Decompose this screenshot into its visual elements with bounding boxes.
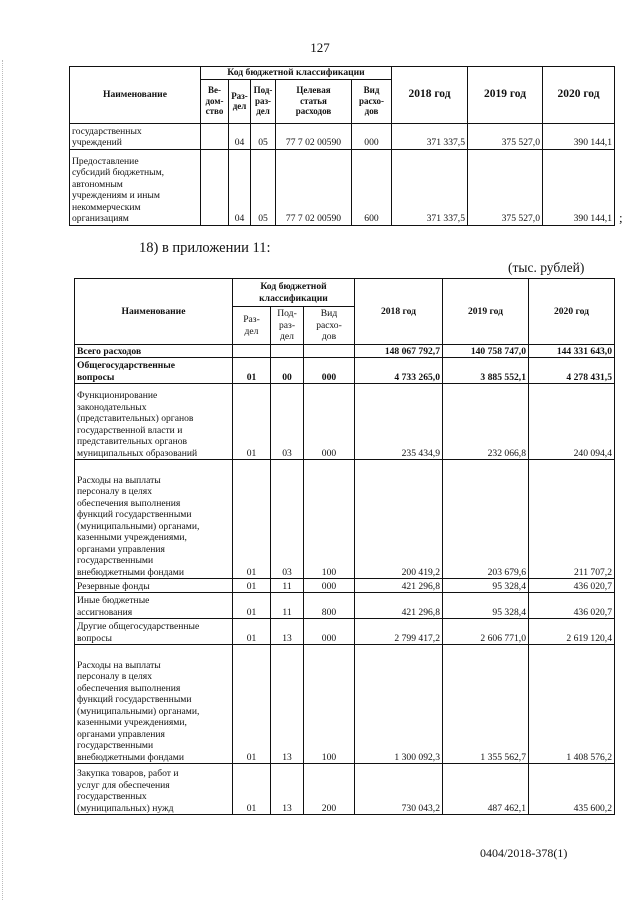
row-2020: 2 619 120,4: [529, 619, 615, 645]
row-2020: 144 331 643,0: [529, 345, 615, 358]
row-2018: 371 337,5: [392, 123, 468, 149]
row-name: Иные бюджетные ассигнования: [75, 593, 233, 619]
budget-table-continuation: [69, 66, 615, 226]
row-2020: 211 707,2: [529, 460, 615, 579]
row-vedomstvo: [201, 123, 229, 149]
row-2020: 390 144,1: [543, 149, 615, 225]
row-podrazdel: 13: [271, 645, 304, 764]
row-2020: 435 600,2: [529, 764, 615, 815]
row-2019: 3 885 552,1: [443, 358, 529, 384]
row-2018: 200 419,2: [355, 460, 443, 579]
row-vid: [304, 345, 355, 358]
row-2019: 95 328,4: [443, 579, 529, 593]
row-name: Расходы на выплаты персоналу в целях обеспечения выполнения функций государственными (муниципальными) органами, казенными учреждениями, органами управления государственными внебюджетными фондами: [75, 460, 233, 579]
row-2018: 371 337,5: [392, 149, 468, 225]
row-2019: 232 066,8: [443, 384, 529, 460]
row-2018: 421 296,8: [355, 593, 443, 619]
col-header-vid: Вид расхо- дов: [304, 307, 355, 345]
row-name: Общегосударственные вопросы: [75, 358, 233, 384]
row-razdel: 04: [229, 123, 251, 149]
row-podrazdel: 05: [251, 149, 276, 225]
col-header-2018: 2018 год: [392, 67, 468, 124]
row-razdel: [233, 345, 271, 358]
row-vid: 100: [304, 460, 355, 579]
table-row: [75, 619, 615, 645]
row-razdel: 04: [229, 149, 251, 225]
row-name: Предоставление субсидий бюджетным, автономным учреждениям и иным некоммерческим организациям: [70, 149, 201, 225]
col-header-2018: 2018 год: [355, 279, 443, 345]
budget-table-appendix-11: [74, 278, 615, 815]
row-2018: 2 799 417,2: [355, 619, 443, 645]
row-podrazdel: 13: [271, 619, 304, 645]
table-row: [75, 345, 615, 358]
row-2018: 148 067 792,7: [355, 345, 443, 358]
row-2018: 1 300 092,3: [355, 645, 443, 764]
row-vid: 000: [352, 123, 392, 149]
trailing-semicolon: ;: [619, 210, 623, 225]
row-vid: 800: [304, 593, 355, 619]
col-header-2019: 2019 год: [468, 67, 543, 124]
row-2020: 436 020,7: [529, 579, 615, 593]
col-header-code-group: Код бюджетной классификации: [233, 279, 355, 307]
row-name: Закупка товаров, работ и услуг для обеспечения государственных (муниципальных) нужд: [75, 764, 233, 815]
row-vid: 000: [304, 384, 355, 460]
row-vedomstvo: [201, 149, 229, 225]
table-row: [75, 645, 615, 764]
col-header-vedomstvo: Ве- дом- ство: [201, 79, 229, 123]
row-2020: 4 278 431,5: [529, 358, 615, 384]
row-name: Расходы на выплаты персоналу в целях обеспечения выполнения функций государственными (муниципальными) органами, казенными учреждениями, органами управления государственными внебюджетными фондами: [75, 645, 233, 764]
row-razdel: 01: [233, 764, 271, 815]
units-note: (тыс. рублей): [508, 260, 585, 275]
col-header-name: Наименование: [75, 279, 233, 345]
col-header-vid: Вид расхо- дов: [352, 79, 392, 123]
table-row: [70, 123, 615, 149]
row-podrazdel: 03: [271, 384, 304, 460]
row-2018: 730 043,2: [355, 764, 443, 815]
table-row: [75, 593, 615, 619]
col-header-podrazdel: Под- раз- дел: [271, 307, 304, 345]
row-razdel: 01: [233, 645, 271, 764]
row-2019: 95 328,4: [443, 593, 529, 619]
row-2018: 4 733 265,0: [355, 358, 443, 384]
row-podrazdel: 00: [271, 358, 304, 384]
row-razdel: 01: [233, 384, 271, 460]
row-name: Всего расходов: [75, 345, 233, 358]
row-vid: 600: [352, 149, 392, 225]
row-vid: 000: [304, 619, 355, 645]
row-name: Резервные фонды: [75, 579, 233, 593]
table-row: [75, 460, 615, 579]
col-header-razdel: Раз- дел: [229, 79, 251, 123]
col-header-2020: 2020 год: [529, 279, 615, 345]
col-header-target: Целевая статья расходов: [276, 79, 352, 123]
row-podrazdel: 11: [271, 593, 304, 619]
row-target: 77 7 02 00590: [276, 149, 352, 225]
row-podrazdel: 13: [271, 764, 304, 815]
scan-margin-line: [2, 60, 3, 900]
row-name: государственных учреждений: [70, 123, 201, 149]
row-podrazdel: 05: [251, 123, 276, 149]
row-podrazdel: [271, 345, 304, 358]
row-name: Другие общегосударственные вопросы: [75, 619, 233, 645]
row-2019: 375 527,0: [468, 149, 543, 225]
row-razdel: 01: [233, 460, 271, 579]
row-vid: 200: [304, 764, 355, 815]
table-row: [75, 764, 615, 815]
row-2019: 2 606 771,0: [443, 619, 529, 645]
col-header-2019: 2019 год: [443, 279, 529, 345]
col-header-code-group: Код бюджетной классификации: [201, 67, 392, 80]
table-row: [70, 149, 615, 225]
row-2020: 390 144,1: [543, 123, 615, 149]
row-razdel: 01: [233, 619, 271, 645]
row-2019: 487 462,1: [443, 764, 529, 815]
row-name: Функционирование законодательных (представительных) органов государственной власти и представительных органов муниципальных образований: [75, 384, 233, 460]
table-row: [75, 358, 615, 384]
row-target: 77 7 02 00590: [276, 123, 352, 149]
row-vid: 000: [304, 358, 355, 384]
row-2019: 140 758 747,0: [443, 345, 529, 358]
page-number: 127: [310, 40, 330, 55]
row-2018: 235 434,9: [355, 384, 443, 460]
table-row: [75, 579, 615, 593]
col-header-razdel: Раз- дел: [233, 307, 271, 345]
row-podrazdel: 11: [271, 579, 304, 593]
row-2020: 240 094,4: [529, 384, 615, 460]
col-header-name: Наименование: [70, 67, 201, 124]
document-code: 0404/2018-378(1): [480, 846, 568, 860]
col-header-2020: 2020 год: [543, 67, 615, 124]
row-razdel: 01: [233, 358, 271, 384]
row-razdel: 01: [233, 579, 271, 593]
row-2019: 1 355 562,7: [443, 645, 529, 764]
row-2020: 1 408 576,2: [529, 645, 615, 764]
row-2019: 203 679,6: [443, 460, 529, 579]
row-razdel: 01: [233, 593, 271, 619]
row-vid: 100: [304, 645, 355, 764]
row-podrazdel: 03: [271, 460, 304, 579]
row-2018: 421 296,8: [355, 579, 443, 593]
row-vid: 000: [304, 579, 355, 593]
row-2019: 375 527,0: [468, 123, 543, 149]
table-row: [75, 384, 615, 460]
section-heading: 18) в приложении 11:: [139, 240, 271, 256]
col-header-podrazdel: Под- раз- дел: [251, 79, 276, 123]
row-2020: 436 020,7: [529, 593, 615, 619]
